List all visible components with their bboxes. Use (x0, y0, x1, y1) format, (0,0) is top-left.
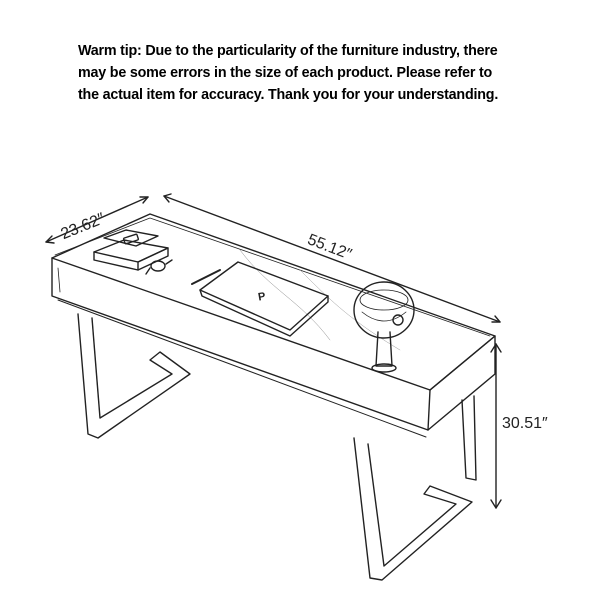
globe-lamp-icon (354, 282, 414, 372)
warm-tip-line: may be some errors in the size of each product. Please refer to (78, 65, 493, 81)
depth-dimension (46, 197, 148, 243)
desk-top (52, 214, 495, 437)
height-label: 30.51″ (502, 415, 548, 432)
depth-label: 23.62″ (58, 210, 108, 244)
watch-icon (146, 260, 172, 274)
warm-tip-line: the actual item for accuracy. Thank you for your understanding. (78, 87, 499, 103)
drawer-left-edge (58, 268, 60, 292)
watch-strap (146, 260, 172, 274)
lamp-globe-rim (360, 290, 408, 310)
warm-tip-line: Warm tip: Due to the particularity of the furniture industry, there (78, 43, 498, 59)
desk-front-lower-edge (58, 300, 426, 437)
left-leg (78, 314, 190, 438)
width-dimension (164, 194, 500, 322)
lamp-switch (393, 315, 403, 325)
laptop-logo-icon: P (257, 290, 267, 304)
desk-top-inner-edge (55, 218, 490, 336)
lamp-globe-band (362, 312, 406, 321)
book-stack-icon (94, 230, 168, 270)
right-back-leg (462, 396, 476, 480)
lamp-stem (376, 332, 392, 366)
width-label: 55.12″ (305, 231, 354, 264)
marble-vein (240, 250, 330, 340)
book-edge (138, 248, 168, 270)
desk-legs (78, 314, 476, 580)
watch-face (151, 261, 165, 271)
pen-icon (192, 270, 220, 284)
left-leg-inner (92, 318, 100, 418)
desk-top-surface (52, 214, 495, 390)
right-leg (354, 438, 472, 580)
book-top (94, 240, 168, 262)
height-dimension (491, 344, 548, 508)
lamp-base (372, 364, 396, 372)
width-dimension-line (164, 196, 500, 322)
desk-side-face (428, 336, 495, 430)
